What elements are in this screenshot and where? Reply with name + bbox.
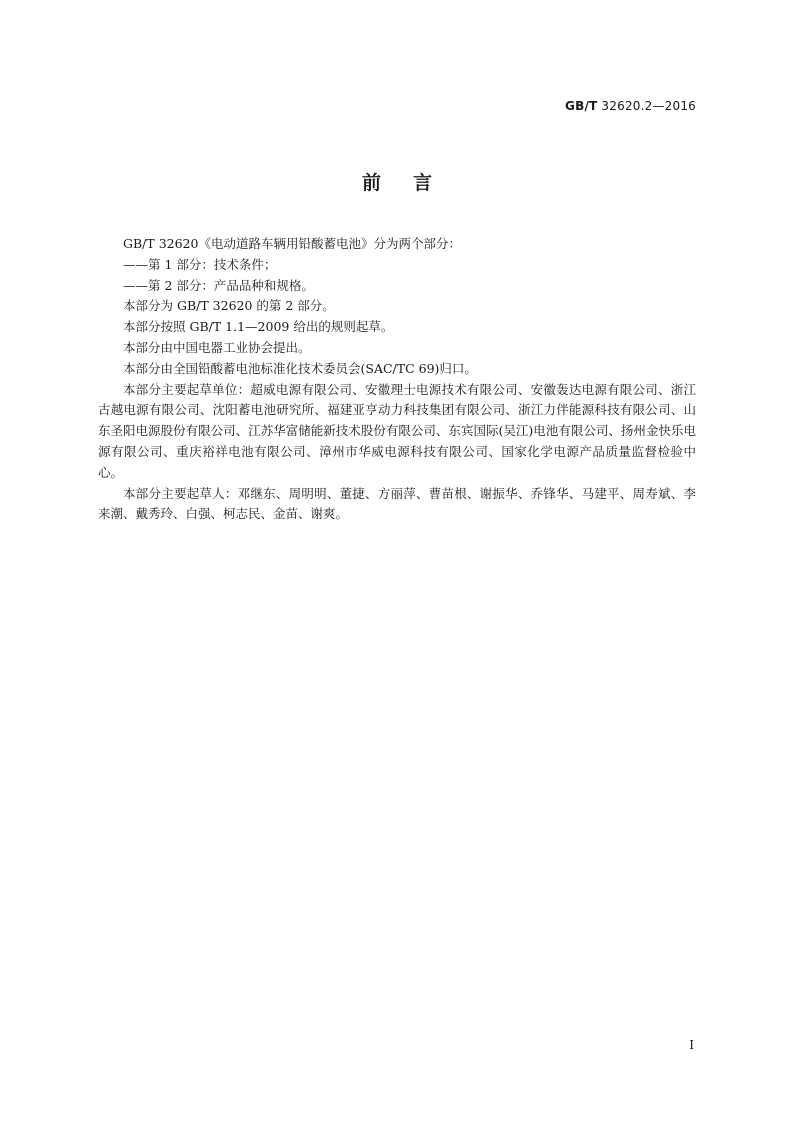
paragraph-drafting-rules: 本部分按照 GB/T 1.1—2009 给出的规则起草。 xyxy=(123,319,394,335)
standard-code xyxy=(565,99,696,113)
paragraph-committee: 本部分由全国铅酸蓄电池标准化技术委员会(SAC/TC 69)归口。 xyxy=(123,360,477,376)
paragraph-drafters: 本部分主要起草人：邓继东、周明明、董捷、方丽萍、曹苗根、谢振华、乔锋华、马建平、周寿斌、李来潮、戴秀玲、白强、柯志民、金苗、谢爽。 xyxy=(98,485,696,522)
standard-code-prefix: GB/T xyxy=(565,99,598,113)
standard-code-number: 32620.2—2016 xyxy=(597,99,696,113)
paragraph-parts-intro: GB/T 32620《电动道路车辆用铅酸蓄电池》分为两个部分： xyxy=(123,236,461,251)
foreword-body xyxy=(98,234,696,525)
list-item-part-2: ——第 2 部分：产品品种和规格。 xyxy=(123,277,314,293)
paragraph-drafting-units: 本部分主要起草单位：超威电源有限公司、安徽理士电源技术有限公司、安徽轰达电源有限公司、浙江古越电源有限公司、沈阳蓄电池研究所、福建亚亨动力科技集团有限公司、浙江力伴能源科技有限公司、山东圣阳电源股份有限公司、江苏华富储能新技术股份有限公司、东宾国际(吴江)电池有限公司、扬州金快乐电源有限公司、重庆裕祥电池有限公司、漳州市华威电源科技有限公司、国家化学电源产品质量监督检验中心。 xyxy=(98,381,696,480)
page-title: 前言 xyxy=(361,172,464,194)
paragraph-proposer: 本部分由中国电器工业协会提出。 xyxy=(123,339,311,355)
page-number: I xyxy=(689,1038,694,1052)
paragraph-part-statement: 本部分为 GB/T 32620 的第 2 部分。 xyxy=(123,298,335,314)
list-item-part-1: ——第 1 部分：技术条件； xyxy=(123,256,277,272)
